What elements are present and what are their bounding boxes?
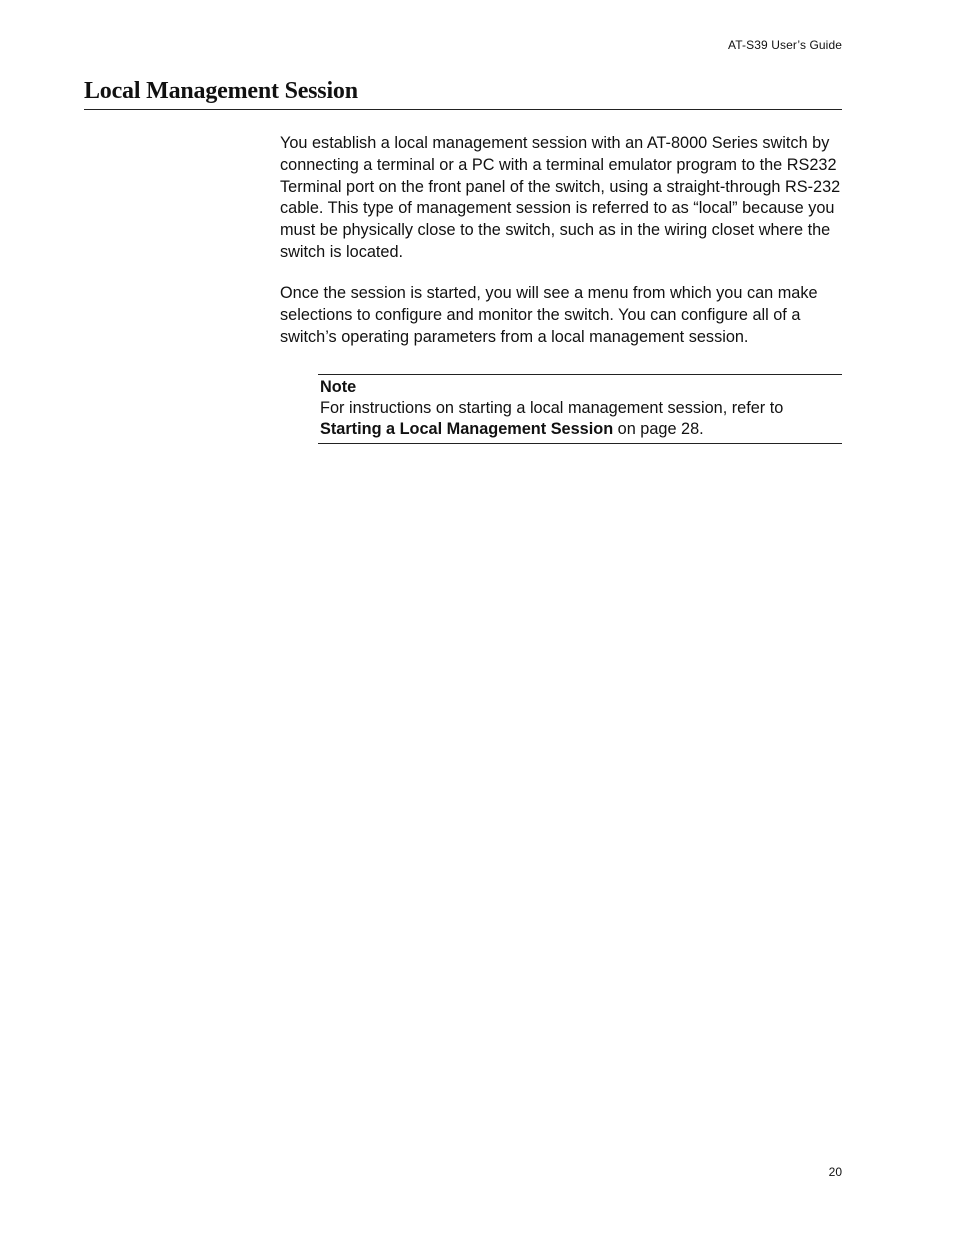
note-text xyxy=(320,398,842,440)
section-title: Local Management Session xyxy=(84,78,358,104)
page-number: 20 xyxy=(828,1165,842,1179)
body-paragraph-1: You establish a local management session with an AT-8000 Series switch by connecting a terminal or a PC with a terminal emulator program to the RS232 Terminal port on the front panel of the switch, using a straight-through RS-232 cable. This type of management session is referred to as “local” because you must be physically close to the switch, such as in the wiring closet where the switch is located. xyxy=(280,134,841,261)
running-header: AT-S39 User’s Guide xyxy=(728,38,842,52)
body-paragraph-2: Once the session is started, you will see a menu from which you can make selections to configure and monitor the switch. You can configure all of a switch’s operating parameters from a local management session. xyxy=(280,284,818,346)
note-box xyxy=(318,374,842,444)
note-text-after: on page 28. xyxy=(613,420,704,438)
title-divider xyxy=(84,109,842,110)
cross-reference-link[interactable]: Starting a Local Management Session xyxy=(320,420,614,438)
note-text-before: For instructions on starting a local management session, refer to xyxy=(320,399,784,417)
note-label: Note xyxy=(320,378,357,396)
